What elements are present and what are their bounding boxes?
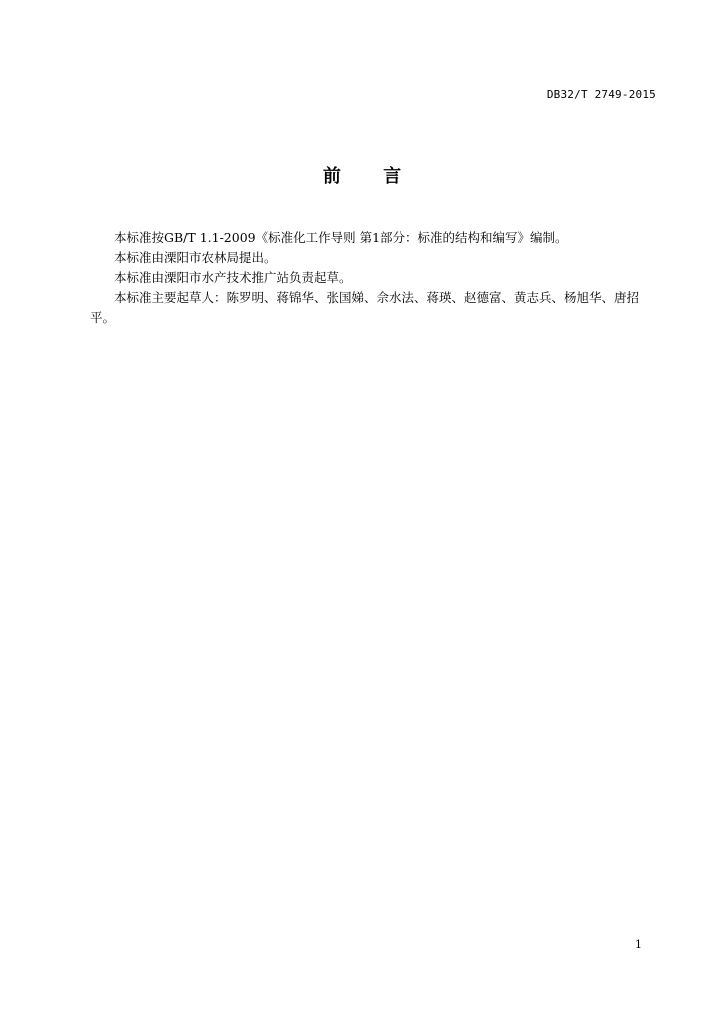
paragraph-proposer: 本标准由溧阳市农林局提出。: [114, 250, 277, 265]
standard-code: DB32/T 2749-2015: [546, 88, 656, 101]
foreword-body: [90, 228, 656, 328]
page-number: 1: [635, 938, 642, 951]
paragraph-drafters: 本标准主要起草人：陈罗明、蒋锦华、张国娣、佘水法、蒋瑛、赵德富、黄志兵、杨旭华、唐招平。: [90, 290, 640, 325]
paragraph-drafting-rules: 本标准按GB/T 1.1-2009《标准化工作导则 第1部分：标准的结构和编写》编制。: [114, 230, 568, 245]
page-title: 前 言: [322, 166, 420, 187]
paragraph-drafting-unit: 本标准由溧阳市水产技术推广站负责起草。: [114, 270, 352, 285]
